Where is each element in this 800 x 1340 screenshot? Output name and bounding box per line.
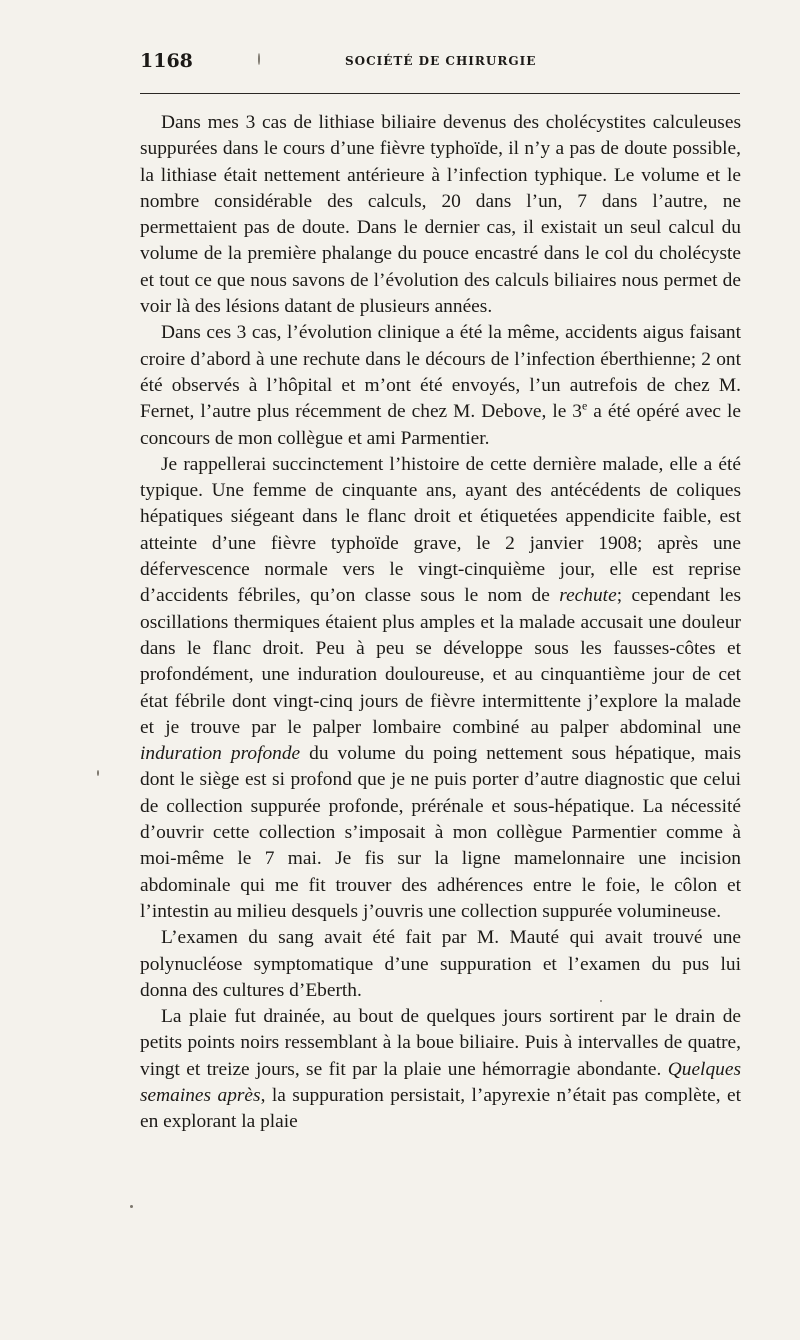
text-run: La plaie fut drainée, au bout de quelques jours sortirent par le drain de petits points noirs ressemblant à la boue biliaire. Puis à intervalles de quatre, vingt et treize jours, se fit par la plaie une hémorragie abondante. <box>140 1006 741 1080</box>
running-title: SOCIÉTÉ DE CHIRURGIE <box>345 54 537 68</box>
text-run: Je rappellerai succinctement l’histoire de cette dernière malade, elle a été typique. Une femme de cinquante ans, ayant des antécédents de coliques hépatiques siégeant dans le flanc droit et étiquetées appendicite faible, est atteinte d’une fièvre typhoïde grave, le 2 janvier 1908; après une défervescence normale vers le vingt-cinquième jour, elle est reprise d’accidents fébriles, qu’on classe sous le nom de <box>140 453 741 607</box>
page-number: 1168 <box>140 50 193 72</box>
italic-text: induration profonde <box>140 743 301 765</box>
italic-text: Quelques semaines après <box>140 1058 741 1106</box>
text-run: Dans mes 3 cas de lithiase biliaire devenus des cholécystites calculeuses suppurées dans le cours d’une fièvre typhoïde, il n’y a pas de doute possible, la lithiase était nettement antérieure à l’infection typhique. Le volume et le nombre considérable des calculs, 20 dans l’un, 7 dans l’autre, ne permettaient pas de doute. Dans le dernier cas, il existait un seul calcul du volume de la première phalange du pouce encastré dans le col du cholécyste et tout ce que nous savons de l’évolution des calculs biliaires nous permet de voir là des lésions datant de plusieurs années. <box>140 112 741 318</box>
page-header <box>140 50 740 74</box>
text-run: , la suppuration persistait, l’apyrexie n’était pas complète, et en explorant la plaie <box>140 1084 741 1133</box>
paragraph <box>140 925 741 1004</box>
header-rule <box>140 93 740 94</box>
paragraph <box>140 452 741 925</box>
paragraph <box>140 110 741 320</box>
text-run: L’examen du sang avait été fait par M. Mauté qui avait trouvé une polynucléose symptomatique d’une suppuration et l’examen du pus lui donna des cultures d’Eberth. <box>140 927 741 1001</box>
italic-text: rechute <box>559 585 617 607</box>
paragraph <box>140 1004 741 1135</box>
superscript: e <box>582 398 588 413</box>
text-run: Dans ces 3 cas, l’évolution clinique a été la même, accidents aigus faisant croire d’abord à une rechute dans le décours de l’infection éberthienne; 2 ont été observés à l’hôpital et m’ont été envoyés, l’un autrefois de chez M. Fernet, l’autre plus récemment de chez M. Debove, le 3 <box>140 322 741 423</box>
paragraph <box>140 320 741 451</box>
text-run: ; cependant les oscillations thermiques étaient plus amples et la malade accusait une douleur dans le flanc droit. Peu à peu se développe sous les fausses-côtes et profondément, une induration douloureuse, et au cinquantième jour de cet état fébrile dont vingt-cinq jours de fièvre intermittente j’explore la malade et je trouve par le palper lombaire combiné au palper abdominal une <box>140 585 742 738</box>
body-text <box>140 110 741 1136</box>
text-run: a été opéré avec le concours de mon collègue et ami Parmentier. <box>140 401 742 449</box>
text-run: du volume du poing nettement sous hépatique, mais dont le siège est si profond que je ne puis porter d’autre diagnostic que celui de collection suppurée profonde, prérénale et sous-hépatique. La nécessité d’ouvrir cette collection s’imposait à mon collègue Parmentier comme à moi-même le 7 mai. Je fis sur la ligne mamelonnaire une incision abdominale qui me fit trouver des adhérences entre le foie, le côlon et l’intestin au milieu desquels j’ouvris une collection suppurée volumineuse. <box>140 743 741 922</box>
